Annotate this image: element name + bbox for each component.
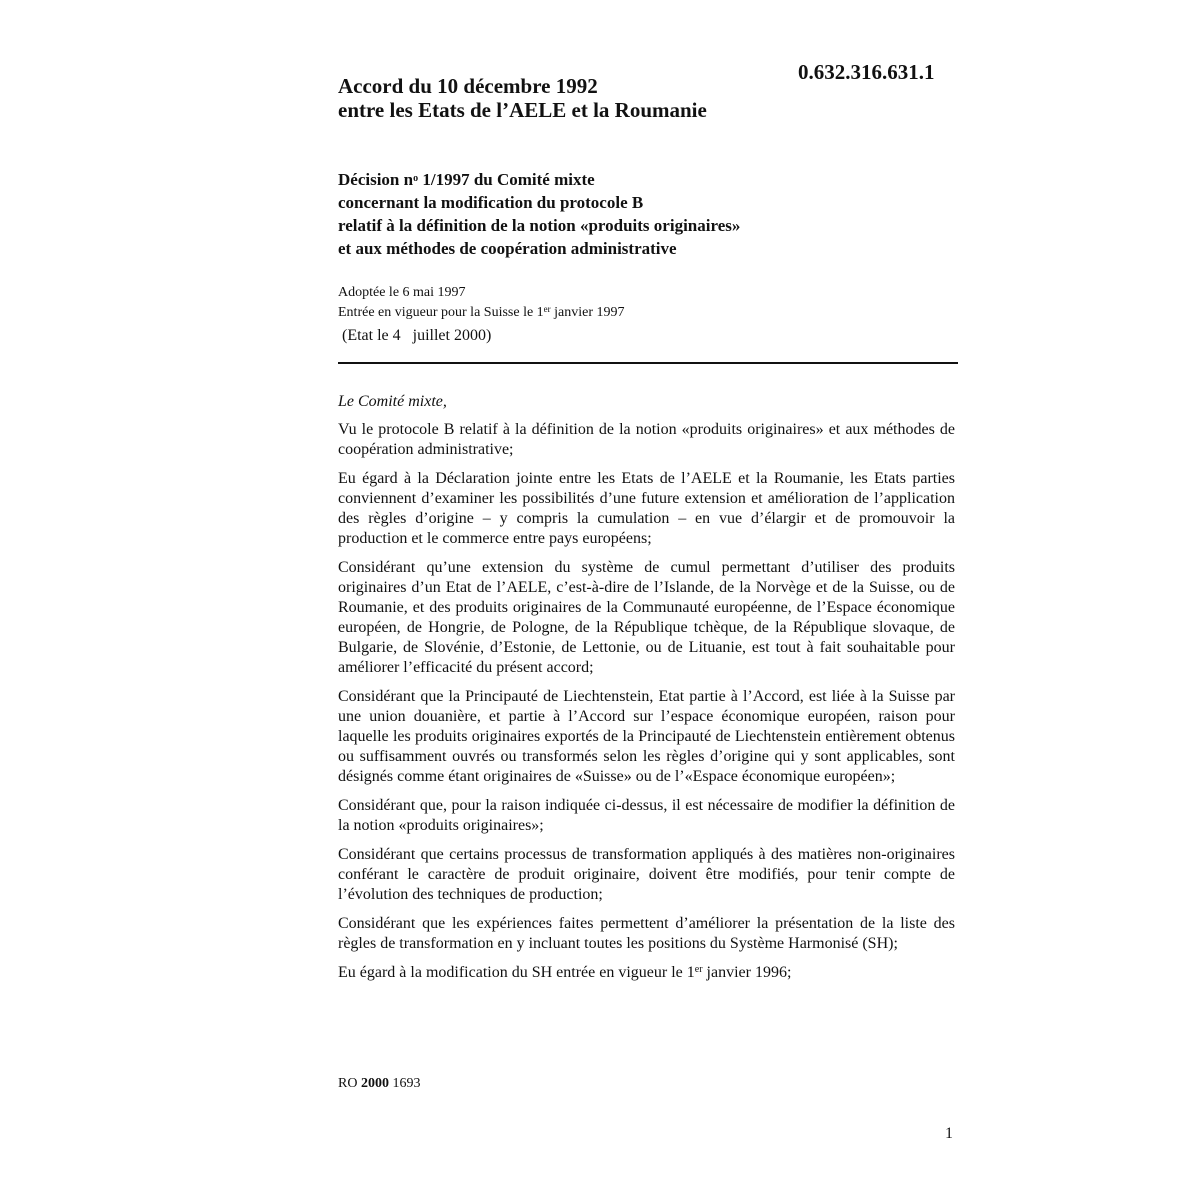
status-date: (Etat le 4 juillet 2000) [342,327,492,344]
preamble-paragraph-3: Considérant qu’une extension du système de cumul permettant d’utiliser des produits originaires d’un Etat de l’AELE, c’est-à-dire de l’Islande, de la Norvège et de la Suisse, ou de Roumanie, et des produits originaires de la Communauté européenne, de l’Espace économique européen, de Hongrie, de Pologne, de la République tchèque, de la République slovaque, de Bulgarie, de Slovénie, d’Estonie, de Lettonie, ou de Lituanie, est tout à fait souhaitable pour améliorer l’efficacité du présent accord; [338,559,955,676]
decision-line-2: concernant la modification du protocole B [338,193,644,212]
title-line-1: Accord du 10 décembre 1992 [338,74,598,98]
preamble-text [338,392,955,992]
decision-line-3: relatif à la définition de la notion «produits originaires» [338,216,741,235]
preamble-paragraph-2: Eu égard à la Déclaration jointe entre les Etats de l’AELE et la Roumanie, les Etats parties conviennent d’examiner les possibilités d’une future extension et amélioration de l’application des règles d’origine – y compris la cumulation – en vue d’élargir et de promouvoir la production et le commerce entre pays européens; [338,470,955,547]
decision-line-4: et aux méthodes de coopération administrative [338,239,677,258]
document-number: 0.632.316.631.1 [798,60,935,84]
decision-line-1: Décision $n^o$ 1/1997 du Comité mixte [338,170,595,189]
committee-intro: Le Comité mixte, [338,393,447,410]
page-number: 1 [945,1125,953,1142]
preamble-paragraph-1: Vu le protocole B relatif à la définition de la notion «produits originaires» et aux méthodes de coopération administrative; [338,421,955,458]
preamble-paragraph-4: Considérant que la Principauté de Liechtenstein, Etat partie à l’Accord, est liée à la Suisse par une union douanière, et partie à l’Accord sur l’espace économique européen, raison pour laquelle les produits originaires exportés de la Principauté de Liechtenstein entièrement obtenus ou suffisamment ouvrés ou transformés selon les règles d’origine qui y sont applicables, sont désignés comme étant originaires de «Suisse» ou de l’«Espace économique européen»; [338,688,955,785]
official-collection-reference: RO 2000 1693 [338,1076,421,1091]
section-divider [338,362,958,364]
decision-title [338,167,740,260]
entry-into-force-date: Entrée en vigueur pour la Suisse le 1er janvier 1997 [338,304,625,320]
preamble-paragraph-5: Considérant que, pour la raison indiquée ci-dessus, il est nécessaire de modifier la définition de la notion «produits originaires»; [338,797,955,834]
preamble-paragraph-7: Considérant que les expériences faites permettent d’améliorer la présentation de la liste des règles de transformation en y incluant toutes les positions du Système Harmonisé (SH); [338,915,955,952]
title-line-2: entre les Etats de l’AELE et la Roumanie [338,98,707,122]
preamble-paragraph-8: Eu égard à la modification du SH entrée en vigueur le 1er janvier 1996; [338,964,792,981]
agreement-title [338,74,707,122]
preamble-paragraph-6: Considérant que certains processus de transformation appliqués à des matières non-originaires conférant le caractère de produit originaire, doivent être modifiés, pour tenir compte de l’évolution des techniques de production; [338,846,955,903]
dates-block [338,284,625,344]
adopted-date: Adoptée le 6 mai 1997 [338,285,466,300]
